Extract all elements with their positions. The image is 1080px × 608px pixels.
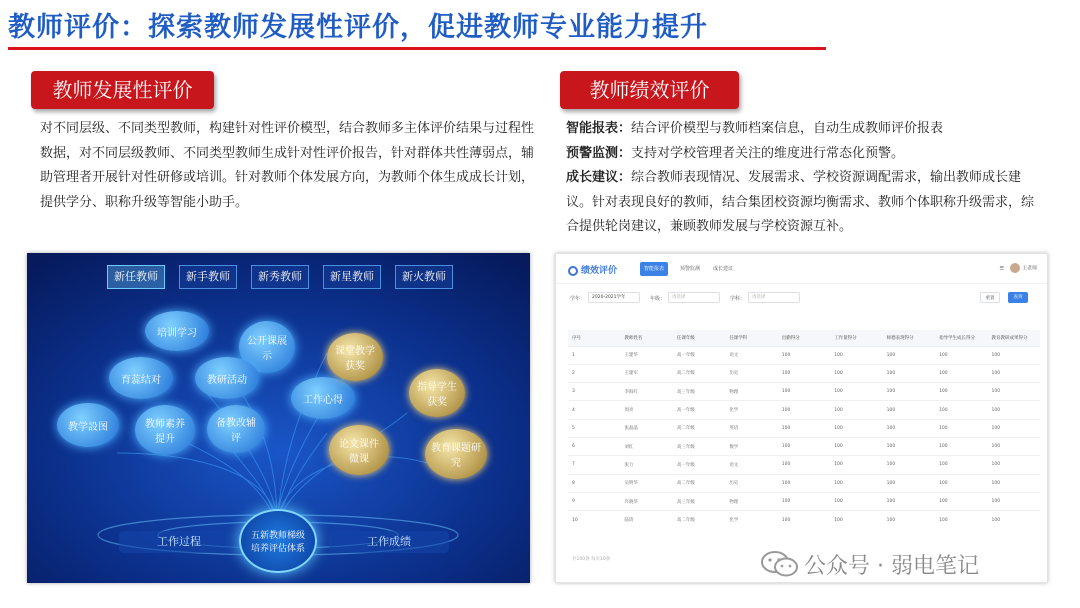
table-cell: 100 — [778, 437, 830, 455]
bubble-training: 培训学习 — [145, 311, 209, 351]
table-cell: 100 — [883, 419, 935, 437]
table-cell: 历史 — [725, 474, 777, 492]
grade-label: 年级： — [650, 296, 666, 302]
item-text: 综合教师表现情况、发展需求、学校资源调配需求，输出教师成长建议。针对表现良好的教师，结合集团校资源均衡需求、教师个体职称升级需求，综合提供轮岗建议，兼顾教师发展与学校资源互补。 — [566, 170, 1035, 234]
watermark — [760, 547, 979, 581]
table-row[interactable] — [568, 492, 1040, 510]
table-row[interactable] — [568, 511, 1040, 529]
table-cell: 周亮 — [620, 401, 672, 419]
table-cell: 6 — [568, 437, 620, 455]
table-cell: 100 — [988, 511, 1041, 529]
table-cell: 100 — [935, 383, 987, 401]
table-cell: 100 — [988, 456, 1041, 474]
table-cell: 100 — [883, 364, 935, 382]
query-button[interactable]: 查询 — [1008, 292, 1028, 303]
table-cell: 100 — [935, 346, 987, 364]
avatar — [1010, 263, 1020, 273]
table-cell: 100 — [988, 474, 1041, 492]
table-cell: 许晓华 — [620, 492, 672, 510]
table-cell: 化学 — [725, 401, 777, 419]
performance-table-screenshot — [555, 253, 1048, 583]
bubble-research-topic: 教育课题研究 — [425, 429, 487, 479]
table-cell: 100 — [778, 456, 830, 474]
user-menu[interactable] — [1000, 263, 1038, 273]
table-cell: 100 — [988, 364, 1041, 382]
performance-description — [566, 117, 1046, 240]
section-tag-development: 教师发展性评价 — [31, 71, 214, 109]
table-cell: 100 — [778, 474, 830, 492]
app-header — [556, 254, 1047, 284]
table-cell: 100 — [883, 401, 935, 419]
column-header: 教育教研成果得分 — [988, 330, 1041, 346]
table-cell: 物理 — [725, 383, 777, 401]
table-cell: 高三年级 — [673, 437, 725, 455]
table-cell: 100 — [988, 401, 1041, 419]
table-cell: 100 — [935, 437, 987, 455]
year-select[interactable]: 2020-2021学年 — [588, 292, 640, 303]
bubble-literacy: 教师素养提升 — [135, 405, 195, 455]
table-cell: 吴明华 — [620, 474, 672, 492]
pagination[interactable]: 共100条 每页10条 — [572, 557, 611, 562]
table-cell: 高二年级 — [673, 419, 725, 437]
table-cell: 王建华 — [620, 346, 672, 364]
table-row[interactable] — [568, 474, 1040, 492]
column-header: 教师姓名 — [620, 330, 672, 346]
column-header: 工作量得分 — [830, 330, 882, 346]
column-header: 任课年级 — [673, 330, 725, 346]
table-cell: 高三年级 — [673, 383, 725, 401]
table-cell: 100 — [778, 346, 830, 364]
grade-select[interactable]: 请选择 — [668, 292, 720, 303]
table-cell: 100 — [935, 364, 987, 382]
table-cell: 高二年级 — [673, 511, 725, 529]
table-header-row — [568, 330, 1040, 346]
table-cell: 高一年级 — [673, 346, 725, 364]
column-header: 出勤得分 — [778, 330, 830, 346]
item-label: 智能报表： — [566, 121, 632, 136]
table-cell: 物理 — [725, 492, 777, 510]
nav-tab-growth[interactable]: 成长建议 — [713, 266, 734, 272]
table-body — [568, 346, 1040, 529]
bubble-research: 教研活动 — [195, 357, 259, 399]
table-cell: 4 — [568, 401, 620, 419]
nav-tab-smart-report[interactable]: 智能报表 — [640, 262, 668, 276]
table-cell: 英语 — [725, 419, 777, 437]
filter-row — [556, 292, 1047, 308]
item-label: 预警监测： — [566, 145, 632, 161]
table-row[interactable] — [568, 401, 1040, 419]
table-cell: 100 — [988, 383, 1041, 401]
column-header: 序号 — [568, 330, 620, 346]
tab-star: 新星教师 — [323, 265, 381, 289]
label-work-results: 工作成绩 — [329, 531, 449, 553]
user-name: 王老师 — [1021, 265, 1037, 272]
table-cell: 8 — [568, 474, 620, 492]
logo-text: 绩效评价 — [581, 266, 618, 276]
table-cell: 100 — [935, 419, 987, 437]
table-cell: 100 — [830, 492, 882, 510]
table-cell: 100 — [883, 437, 935, 455]
core-evaluation-system: 五新教师梯级培养评估体系 — [239, 509, 317, 573]
table-cell: 张力 — [620, 456, 672, 474]
tab-rising: 新秀教师 — [251, 265, 309, 289]
reset-button[interactable]: 重置 — [980, 292, 1000, 303]
bubble-class-award: 课堂教学获奖 — [327, 333, 383, 381]
tab-novice: 新手教师 — [179, 265, 237, 289]
bubble-mentorship: 育蕊结对 — [109, 357, 173, 399]
label-work-process: 工作过程 — [119, 531, 239, 553]
table-cell: 高一年级 — [673, 456, 725, 474]
table-cell: 100 — [830, 346, 882, 364]
table-cell: 100 — [778, 401, 830, 419]
section-tag-performance: 教师绩效评价 — [560, 71, 739, 109]
menu-icon: ☰ — [999, 265, 1004, 272]
table-cell: 100 — [883, 456, 935, 474]
table-cell: 高三年级 — [673, 492, 725, 510]
title-divider — [8, 47, 826, 50]
table-cell: 100 — [935, 492, 987, 510]
table-cell: 刘红 — [620, 437, 672, 455]
table-cell: 100 — [778, 492, 830, 510]
table-cell: 100 — [935, 401, 987, 419]
table-row[interactable] — [568, 456, 1040, 474]
logo-icon — [568, 266, 578, 276]
table-cell: 陆琦 — [620, 511, 672, 529]
table-cell: 历史 — [725, 364, 777, 382]
bubble-papers: 论文课件微课 — [329, 425, 389, 475]
table-cell: 100 — [935, 511, 987, 529]
nav-tab-warning[interactable]: 预警监测 — [680, 266, 701, 272]
subject-select[interactable]: 请选择 — [748, 292, 800, 303]
table-cell: 100 — [883, 346, 935, 364]
table-cell: 李海红 — [620, 383, 672, 401]
table-cell: 100 — [988, 437, 1041, 455]
column-header: 师德表现得分 — [883, 330, 935, 346]
table-row[interactable] — [568, 419, 1040, 437]
table-cell: 张晶晶 — [620, 419, 672, 437]
table-cell: 王建军 — [620, 364, 672, 382]
watermark-text: 公众号 · 弱电笔记 — [804, 553, 979, 579]
table-cell: 100 — [830, 364, 882, 382]
table-cell: 100 — [988, 492, 1041, 510]
bubble-work-notes: 工作心得 — [291, 377, 355, 419]
item-smart-report — [566, 117, 1046, 142]
table-cell: 9 — [568, 492, 620, 510]
item-growth-advice — [566, 166, 1046, 240]
year-label: 学年： — [570, 296, 586, 302]
tab-new-hire: 新任教师 — [107, 265, 165, 289]
development-description: 对不同层级、不同类型教师，构建针对性评价模型，结合教师多主体评价结果与过程性数据，对不同层级教师、不同类型教师生成针对性评价报告，针对群体共性薄弱点，辅助管理者开展针对性研修或培训。针对教师个体发展方向，为教师个体生成成长计划，提供学分、职称升级等智能小助手。 — [40, 121, 535, 210]
table-cell: 100 — [935, 456, 987, 474]
table-row[interactable] — [568, 346, 1040, 364]
table-cell: 100 — [988, 419, 1041, 437]
table-cell: 高一年级 — [673, 401, 725, 419]
table-cell: 3 — [568, 383, 620, 401]
teacher-development-illustration — [27, 253, 530, 583]
table-cell: 数学 — [725, 437, 777, 455]
table-cell: 100 — [830, 383, 882, 401]
table-cell: 100 — [988, 346, 1041, 364]
table-cell: 高二年级 — [673, 364, 725, 382]
table-cell: 10 — [568, 511, 620, 529]
item-text: 结合评价模型与教师档案信息，自动生成教师评价报表 — [631, 121, 944, 136]
table-cell: 100 — [830, 401, 882, 419]
table-cell: 100 — [830, 456, 882, 474]
table-cell: 语文 — [725, 456, 777, 474]
column-header: 任课学科 — [725, 330, 777, 346]
item-warning-monitor — [566, 142, 1046, 167]
table-cell: 100 — [883, 511, 935, 529]
bubble-teaching-cycle: 备教改辅评 — [207, 405, 265, 453]
table-cell: 100 — [830, 511, 882, 529]
table-cell: 100 — [830, 419, 882, 437]
item-text: 支持对学校管理者关注的维度进行常态化预警。 — [631, 145, 905, 161]
table-cell: 5 — [568, 419, 620, 437]
table-cell: 100 — [883, 383, 935, 401]
table-row[interactable] — [568, 437, 1040, 455]
table-cell: 100 — [830, 474, 882, 492]
table-row[interactable] — [568, 364, 1040, 382]
table-cell: 2 — [568, 364, 620, 382]
table-cell: 100 — [778, 364, 830, 382]
teacher-level-tabs — [107, 265, 467, 289]
table-cell: 语文 — [725, 346, 777, 364]
wechat-icon — [760, 550, 800, 578]
table-cell: 化学 — [725, 511, 777, 529]
table-cell: 100 — [778, 511, 830, 529]
app-logo — [568, 263, 617, 276]
item-label: 成长建议： — [566, 170, 632, 185]
table-cell: 100 — [883, 492, 935, 510]
performance-table — [568, 330, 1040, 529]
bubble-student-award: 指导学生获奖 — [409, 369, 465, 417]
table-cell: 高二年级 — [673, 474, 725, 492]
table-cell: 100 — [778, 383, 830, 401]
table-cell: 100 — [935, 474, 987, 492]
tab-fire: 新火教师 — [395, 265, 453, 289]
subject-label: 学科： — [730, 296, 746, 302]
table-cell: 100 — [883, 474, 935, 492]
table-cell: 100 — [778, 419, 830, 437]
table-cell: 7 — [568, 456, 620, 474]
table-row[interactable] — [568, 383, 1040, 401]
column-header: 指导学生成长得分 — [935, 330, 987, 346]
table-cell: 1 — [568, 346, 620, 364]
page-title: 教师评价：探索教师发展性评价，促进教师专业能力提升 — [8, 12, 708, 43]
table-cell: 100 — [830, 437, 882, 455]
bubble-teaching-design: 教学設图 — [57, 403, 119, 447]
bubble-open-class: 公开课展示 — [239, 321, 295, 373]
